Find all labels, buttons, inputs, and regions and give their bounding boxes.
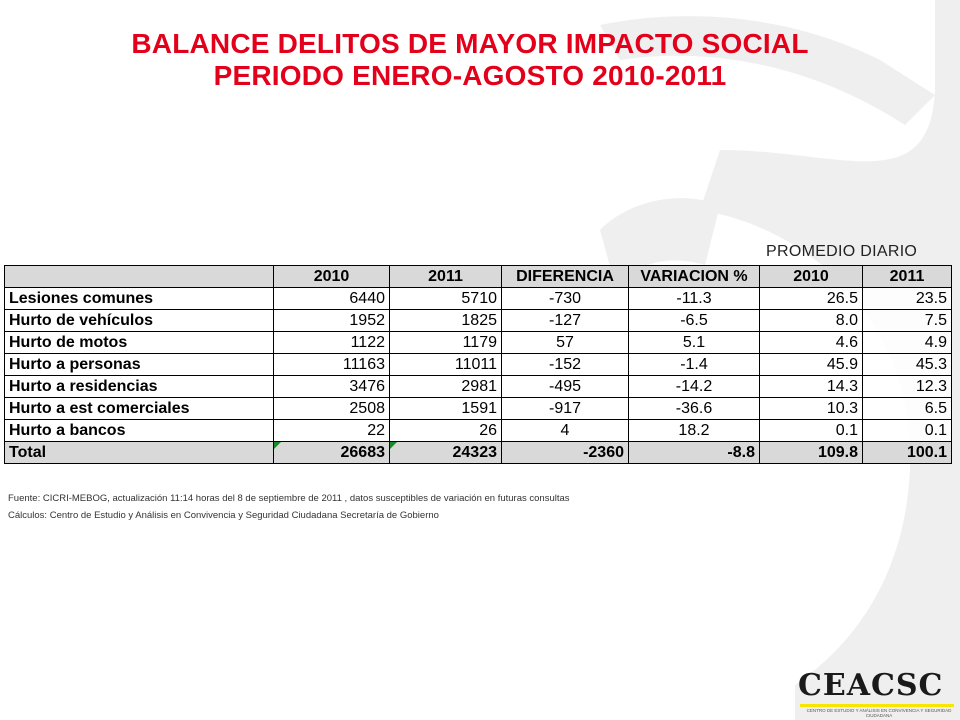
table-row xyxy=(5,332,952,354)
row-label: Hurto a est comerciales xyxy=(5,398,274,420)
cell-promedio-2010: 14.3 xyxy=(760,376,863,398)
table-row xyxy=(5,310,952,332)
header-corner xyxy=(5,266,274,288)
header-2010: 2010 xyxy=(274,266,390,288)
cell-2010: 1952 xyxy=(274,310,390,332)
logo-subtitle: CENTRO DE ESTUDIO Y ANÁLISIS EN CONVIVENCIA Y SEGURIDAD CIUDADANA xyxy=(806,708,952,718)
cell-promedio-2011: 6.5 xyxy=(863,398,952,420)
cell-variacion: -6.5 xyxy=(629,310,760,332)
header-2011: 2011 xyxy=(390,266,502,288)
table-row xyxy=(5,354,952,376)
row-label: Hurto de vehículos xyxy=(5,310,274,332)
cell-diferencia: -127 xyxy=(502,310,629,332)
table-total-row xyxy=(5,442,952,464)
cell-2010: 6440 xyxy=(274,288,390,310)
header-promedio-2011: 2011 xyxy=(863,266,952,288)
cell-promedio-2011: 0.1 xyxy=(863,420,952,442)
cell-2011: 2981 xyxy=(390,376,502,398)
total-2010: 26683 xyxy=(274,442,390,464)
cell-promedio-2011: 7.5 xyxy=(863,310,952,332)
cell-variacion: -36.6 xyxy=(629,398,760,420)
total-diferencia: -2360 xyxy=(502,442,629,464)
cell-variacion: -11.3 xyxy=(629,288,760,310)
cell-promedio-2011: 23.5 xyxy=(863,288,952,310)
cell-diferencia: -730 xyxy=(502,288,629,310)
cell-2011: 11011 xyxy=(390,354,502,376)
cell-2011: 1591 xyxy=(390,398,502,420)
logo-wordmark: CEACSC xyxy=(798,668,944,703)
table-header-row xyxy=(5,266,952,288)
cell-promedio-2011: 12.3 xyxy=(863,376,952,398)
cell-variacion: 18.2 xyxy=(629,420,760,442)
cell-2010: 22 xyxy=(274,420,390,442)
header-variacion: VARIACION % xyxy=(629,266,760,288)
logo-yellow-bar xyxy=(800,704,954,707)
cell-variacion: 5.1 xyxy=(629,332,760,354)
cell-promedio-2010: 10.3 xyxy=(760,398,863,420)
cell-diferencia: -495 xyxy=(502,376,629,398)
table-row xyxy=(5,288,952,310)
cell-2010: 2508 xyxy=(274,398,390,420)
cell-promedio-2010: 0.1 xyxy=(760,420,863,442)
cell-variacion: -14.2 xyxy=(629,376,760,398)
cell-diferencia: 57 xyxy=(502,332,629,354)
total-variacion: -8.8 xyxy=(629,442,760,464)
row-label: Hurto de motos xyxy=(5,332,274,354)
row-label: Hurto a bancos xyxy=(5,420,274,442)
row-label: Lesiones comunes xyxy=(5,288,274,310)
total-label: Total xyxy=(5,442,274,464)
title-block xyxy=(0,28,940,92)
header-promedio-2010: 2010 xyxy=(760,266,863,288)
total-promedio-2011: 100.1 xyxy=(863,442,952,464)
cell-2011: 1179 xyxy=(390,332,502,354)
row-label: Hurto a personas xyxy=(5,354,274,376)
cell-diferencia: -152 xyxy=(502,354,629,376)
header-diferencia: DIFERENCIA xyxy=(502,266,629,288)
cell-promedio-2010: 8.0 xyxy=(760,310,863,332)
cell-promedio-2010: 4.6 xyxy=(760,332,863,354)
cell-promedio-2011: 45.3 xyxy=(863,354,952,376)
cell-2010: 1122 xyxy=(274,332,390,354)
ceacsc-logo xyxy=(798,668,956,718)
page-title: BALANCE DELITOS DE MAYOR IMPACTO SOCIAL xyxy=(131,28,809,59)
source-note: Fuente: CICRI-MEBOG, actualización 11:14 horas del 8 de septiembre de 2011 , datos susceptibles de variación en futuras consultas xyxy=(8,493,570,504)
table-row xyxy=(5,398,952,420)
cell-2011: 26 xyxy=(390,420,502,442)
cell-2011: 5710 xyxy=(390,288,502,310)
cell-promedio-2011: 4.9 xyxy=(863,332,952,354)
cell-diferencia: -917 xyxy=(502,398,629,420)
total-promedio-2010: 109.8 xyxy=(760,442,863,464)
cell-variacion: -1.4 xyxy=(629,354,760,376)
crime-balance-table xyxy=(4,265,952,464)
cell-promedio-2010: 45.9 xyxy=(760,354,863,376)
footnotes xyxy=(8,490,570,524)
table-row xyxy=(5,420,952,442)
total-2011: 24323 xyxy=(390,442,502,464)
calculation-note: Cálculos: Centro de Estudio y Análisis en Convivencia y Seguridad Ciudadana Secretaría de Gobierno xyxy=(8,510,439,521)
promedio-diario-label: PROMEDIO DIARIO xyxy=(766,243,918,260)
cell-2010: 3476 xyxy=(274,376,390,398)
cell-diferencia: 4 xyxy=(502,420,629,442)
cell-2011: 1825 xyxy=(390,310,502,332)
table-row xyxy=(5,376,952,398)
cell-2010: 11163 xyxy=(274,354,390,376)
page-subtitle: PERIODO ENERO-AGOSTO 2010-2011 xyxy=(213,60,727,91)
cell-promedio-2010: 26.5 xyxy=(760,288,863,310)
row-label: Hurto a residencias xyxy=(5,376,274,398)
